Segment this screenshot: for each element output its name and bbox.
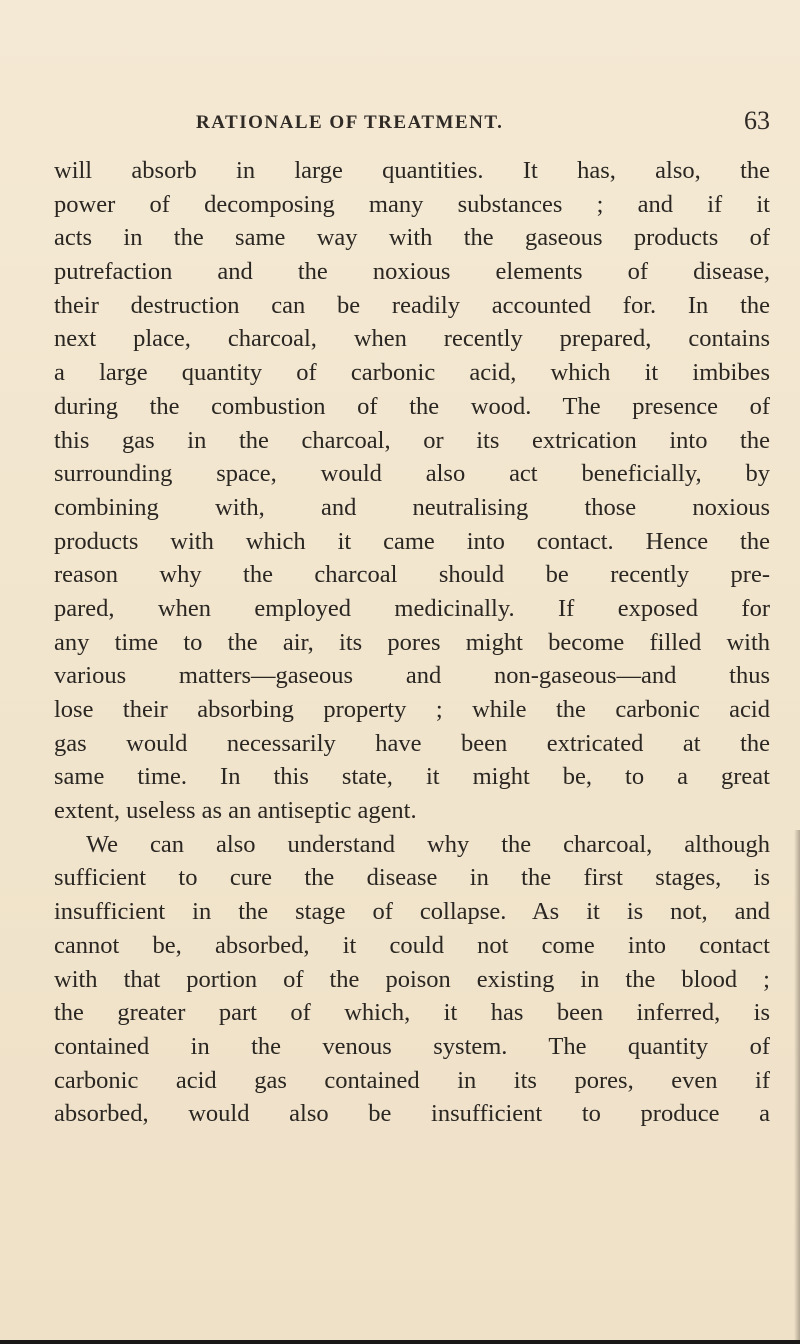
text-line: absorbed, would also be insufficient to produce a <box>54 1100 770 1128</box>
text-line: gas would necessarily have been extricated at the <box>54 729 770 757</box>
body-text <box>54 154 770 1131</box>
text-line: lose their absorbing property ; while the carbonic acid <box>54 696 770 723</box>
text-line: sufficient to cure the disease in the first stages, is <box>54 864 770 892</box>
text-line: during the combustion of the wood. The presence of <box>54 392 770 420</box>
text-line: reason why the charcoal should be recently pre- <box>54 561 770 589</box>
text-line: extent, useless as an antiseptic agent. <box>54 797 417 825</box>
text-line: the greater part of which, it has been inferred, is <box>54 999 770 1027</box>
text-line: surrounding space, would also act beneficially, by <box>54 460 770 488</box>
text-line: pared, when employed medicinally. If exposed for <box>54 594 770 622</box>
text-line: will absorb in large quantities. It has, also, the <box>54 157 770 184</box>
text-line: contained in the venous system. The quantity of <box>54 1032 770 1060</box>
text-line: combining with, and neutralising those noxious <box>54 493 770 521</box>
text-line: next place, charcoal, when recently prepared, contains <box>54 325 770 353</box>
text-line: carbonic acid gas contained in its pores, even if <box>54 1066 770 1094</box>
text-line: their destruction can be readily accounted for. In the <box>54 291 770 319</box>
text-line: a large quantity of carbonic acid, which it imbibes <box>54 359 770 387</box>
text-line: power of decomposing many substances ; and if it <box>54 190 770 218</box>
text-line: this gas in the charcoal, or its extrication into the <box>54 426 770 454</box>
text-line: with that portion of the poison existing in the blood ; <box>54 965 770 993</box>
text-line: acts in the same way with the gaseous products of <box>54 224 770 252</box>
text-line: any time to the air, its pores might become filled with <box>54 628 770 656</box>
text-line: same time. In this state, it might be, to a great <box>54 763 770 791</box>
paragraph-start-line: We can also understand why the charcoal, although <box>86 830 770 858</box>
running-head <box>54 106 770 142</box>
page-edge-shadow <box>794 830 800 1344</box>
text-line: products with which it came into contact. Hence the <box>54 527 770 555</box>
text-line: cannot be, absorbed, it could not come into contact <box>54 931 770 959</box>
text-line: various matters—gaseous and non-gaseous—and thus <box>54 662 770 690</box>
page-number: 63 <box>744 106 770 135</box>
text-line: insufficient in the stage of collapse. As it is not, and <box>54 898 770 926</box>
running-title: RATIONALE OF TREATMENT. <box>196 112 504 133</box>
bottom-edge <box>0 1340 800 1344</box>
text-line: putrefaction and the noxious elements of disease, <box>54 258 770 286</box>
